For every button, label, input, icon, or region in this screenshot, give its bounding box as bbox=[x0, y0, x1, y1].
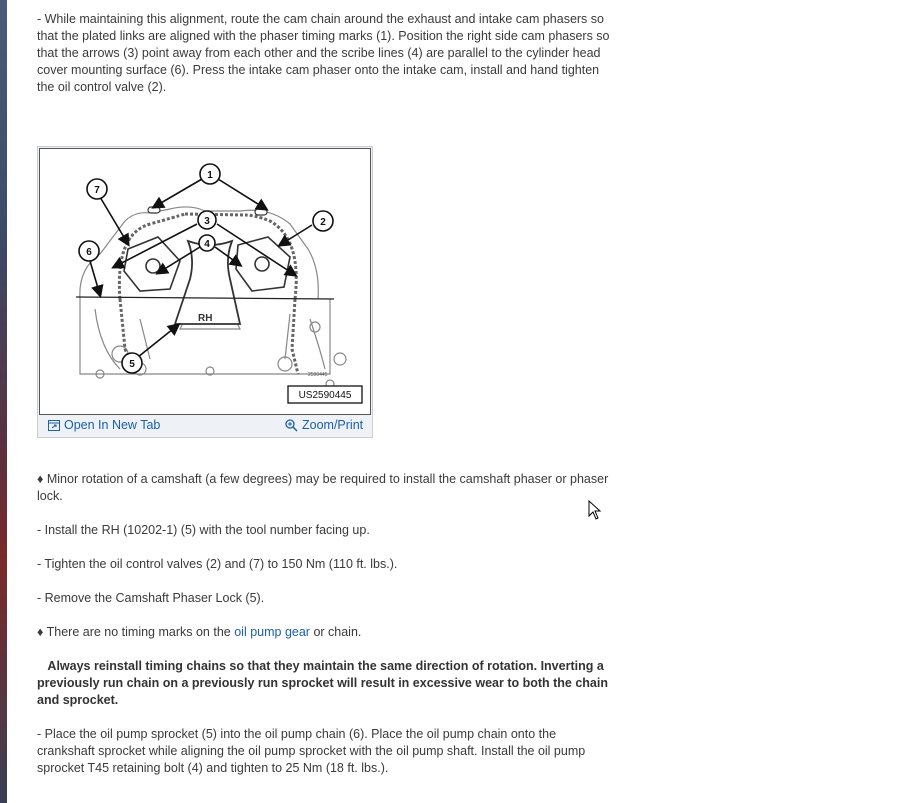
rh-tool-label: RH bbox=[198, 313, 213, 324]
open-new-tab-label: Open In New Tab bbox=[64, 418, 161, 432]
zoom-icon bbox=[285, 419, 298, 432]
diagram-small-code: 2590445 bbox=[308, 372, 328, 378]
instruction-remove-lock: - Remove the Camshaft Phaser Lock (5). bbox=[37, 591, 265, 605]
note-paragraph-camshaft: ♦ Minor rotation of a camshaft (a few degrees) may be required to install the camshaft phaser or phaser lock. bbox=[37, 472, 609, 503]
note-paragraph-timing-marks: ♦ There are no timing marks on the oil pump gear or chain. bbox=[37, 625, 362, 639]
callout-3-label: 3 bbox=[204, 216, 210, 227]
zoom-print-label: Zoom/Print bbox=[302, 418, 364, 432]
callout-1-label: 1 bbox=[207, 170, 213, 181]
instruction-oil-pump-sprocket: - Place the oil pump sprocket (5) into the oil pump chain (6). Place the oil pump chain onto the crankshaft sprocket while aligning the oil pump sprocket with the oil pump shaft. Install the oil pump sprocket T45 retaining bolt (4) and tighten to 25 Nm (18 ft. lbs.). bbox=[37, 727, 586, 775]
figure-toolbar bbox=[38, 415, 372, 437]
instruction-install-rh: - Install the RH (10202-1) (5) with the tool number facing up. bbox=[37, 523, 370, 537]
caution-paragraph: Always reinstall timing chains so that they maintain the same direction of rotation. Inverting a previously run chain on a previously run sprocket will result in excessive wear to both the chain and sprocket. bbox=[37, 659, 612, 707]
diagram-id-label: US2590445 bbox=[298, 390, 352, 401]
timing-diagram-image[interactable] bbox=[39, 148, 371, 415]
window-left-edge bbox=[0, 0, 7, 803]
mouse-cursor-icon bbox=[588, 500, 602, 520]
figure-container bbox=[37, 146, 373, 438]
callout-2-label: 2 bbox=[320, 217, 326, 228]
callout-5-label: 5 bbox=[129, 359, 135, 370]
new-tab-icon bbox=[48, 420, 60, 431]
oil-pump-gear-link[interactable]: oil pump gear bbox=[234, 625, 310, 639]
callout-4-label: 4 bbox=[204, 239, 210, 250]
zoom-print-link[interactable] bbox=[285, 418, 363, 432]
instruction-paragraph-1: - While maintaining this alignment, route the cam chain around the exhaust and intake cam phasers so that the plated links are aligned with the phaser timing marks (1). Position the right side cam phasers so that the arrows (3) point away from each other and the scribe lines (4) are parallel to the cylinder head cover mounting surface (6). Press the intake cam phaser onto the intake cam, install and hand tighten the oil control valve (2). bbox=[37, 12, 610, 94]
open-new-tab-link[interactable] bbox=[48, 418, 160, 432]
callout-6-label: 6 bbox=[86, 247, 92, 258]
instruction-tighten-valves: - Tighten the oil control valves (2) and (7) to 150 Nm (110 ft. lbs.). bbox=[37, 557, 398, 571]
callout-7-label: 7 bbox=[94, 185, 100, 196]
timing-diagram-svg bbox=[40, 149, 370, 414]
